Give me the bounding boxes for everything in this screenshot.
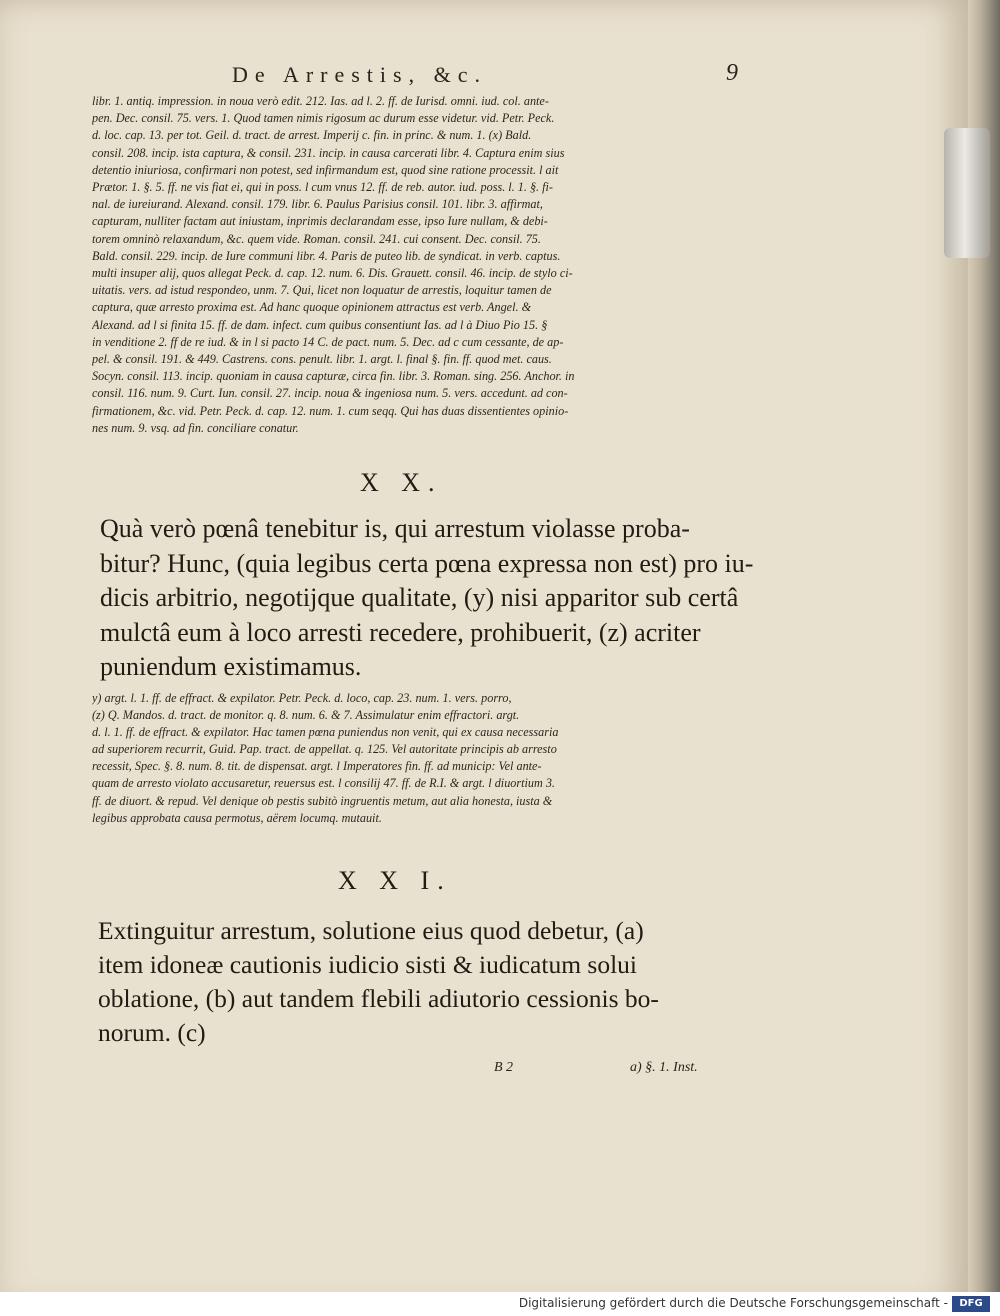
body-line: Extinguitur arrestum, solutione eius quod debetur, (a) <box>98 916 644 945</box>
footnote-line: Prætor. 1. §. 5. ff. ne vis fiat ei, qui in poss. l cum vnus 12. ff. de reb. autor. iud. poss. l. 1. §. fi- <box>92 180 553 195</box>
footnote-line: Bald. consil. 229. incip. de Iure communi libr. 4. Paris de puteo lib. de syndicat. in verb. captus. <box>92 248 561 263</box>
footnote-line: Alexand. ad l si finita 15. ff. de dam. infect. cum quibus consentiunt Ias. ad l à Diuo Pio 15. § <box>92 317 548 332</box>
footnote-line: ff. de diuort. & repud. Vel denique ob pestis subitò ingruentis metum, aut alia honesta, iusta & <box>92 793 553 808</box>
footnote-line: torem omninò relaxandum, &c. quem vide. Roman. consil. 241. cui consent. Dec. consil. 75. <box>92 231 541 246</box>
footnote-line: uitatis. vers. ad istud respondeo, unm. 7. Qui, licet non loquatur de arrestis, loquitur tamen de <box>92 283 552 298</box>
running-head: De Arrestis, &c. <box>232 62 487 87</box>
footnote-line: legibus approbata causa permotus, aërem locumq. mutauit. <box>92 810 382 825</box>
body-line: mulctâ eum à loco arresti recedere, prohibuerit, (z) acriter <box>100 617 701 647</box>
footnote-line: ad superiorem recurrit, Guid. Pap. tract. de appellat. q. 125. Vel autoritate principis ab arresto <box>92 742 557 757</box>
footnote-line: d. loc. cap. 13. per tot. Geil. d. tract. de arrest. Imperij c. fin. in princ. & num. 1. (x) Bald. <box>92 128 532 143</box>
footnotes-bottom <box>92 690 704 827</box>
section-text-xx <box>100 512 753 685</box>
footnote-line: pel. & consil. 191. & 449. Castrens. cons. penult. libr. 1. argt. l. final §. fin. ff. quod met. caus. <box>92 352 552 367</box>
page-number: 9 <box>726 60 738 86</box>
footnote-line: libr. 1. antiq. impression. in noua verò edit. 212. Ias. ad l. 2. ff. de Iurisd. omni. iud. col. ante- <box>92 94 549 108</box>
footnote-line: quam de arresto violato accusaretur, reuersus est. l consilij 47. ff. de R.I. & argt. l diuortium 3. <box>92 776 555 791</box>
body-line: oblatione, (b) aut tandem flebili adiutorio cessionis bo- <box>98 984 659 1013</box>
footnote-line: firmationem, &c. vid. Petr. Peck. d. cap. 12. num. 1. cum seqq. Qui has duas dissentientes opinio- <box>92 403 569 418</box>
footnote-line: capturam, nulliter factam aut iniustam, inprimis declarandam esse, ipso Iure nullam, & debi- <box>92 214 548 229</box>
body-line: puniendum existimamus. <box>100 652 362 681</box>
footnote-line: recessit, Spec. §. 8. num. 8. tit. de dispensat. argt. l Imperatores fin. ff. ad municip: Vel ante- <box>92 759 542 774</box>
footnote-line: nal. de iureiurand. Alexand. consil. 179. libr. 6. Paulus Parisius consil. 101. libr. 3. affirmat, <box>92 197 543 212</box>
footnote-line: y) argt. l. 1. ff. de effract. & expilator. Petr. Peck. d. loco, cap. 23. num. 1. vers. porro, <box>92 691 512 705</box>
body-line: item idoneæ cautionis iudicio sisti & iudicatum solui <box>98 950 637 979</box>
dfg-logo: DFG <box>952 1296 990 1312</box>
body-line: bitur? Hunc, (quia legibus certa pœna expressa non est) pro iu- <box>100 548 754 578</box>
binding-clip <box>944 128 990 258</box>
footnotes-top <box>92 93 704 437</box>
footnote-line: (z) Q. Mandos. d. tract. de monitor. q. 8. num. 6. & 7. Assimulatur enim effractori. argt. <box>92 708 520 723</box>
footnote-line: consil. 116. num. 9. Curt. Iun. consil. 27. incip. noua & ingeniosa num. 5. vers. accedunt. ad con- <box>92 386 568 401</box>
footnote-line: detentio iniuriosa, confirmari non potest, sed infirmandum est, quod sine ratione processit. l ait <box>92 162 559 177</box>
funding-credit: Digitalisierung gefördert durch die Deutsche Forschungsgemeinschaft - <box>518 1296 948 1310</box>
footnote-line: in venditione 2. ff de re iud. & in l si pacto 14 C. de pact. num. 5. Dec. ad c cum cessante, de ap- <box>92 334 564 349</box>
footnote-line: pen. Dec. consil. 75. vers. 1. Quod tamen nimis rigosum ac durum esse videtur. vid. Petr. Peck. <box>92 111 555 126</box>
footnote-line: multi insuper alij, quos allegat Peck. d. cap. 12. num. 6. Dis. Grauett. consil. 46. incip. de stylo ci- <box>92 266 573 281</box>
footnote-line: consil. 208. incip. ista captura, & consil. 231. incip. in causa carcerati libr. 4. Captura enim sius <box>92 145 565 160</box>
section-text-xxi <box>98 914 659 1050</box>
body-line: dicis arbitrio, negotijque qualitate, (y) nisi apparitor sub certâ <box>100 583 739 612</box>
footnote-line: captura, quæ arresto proxima est. Ad hanc quoque opinionem attractus est verb. Angel. & <box>92 300 532 315</box>
section-heading-xx: X X. <box>360 468 443 497</box>
body-line: Quà verò pœnâ tenebitur is, qui arrestum violasse proba- <box>100 514 690 543</box>
body-line: norum. (c) <box>98 1018 206 1047</box>
signature-mark: B 2 <box>494 1060 514 1075</box>
catchword: a) §. 1. Inst. <box>630 1060 698 1075</box>
footnote-line: d. l. 1. ff. de effract. & expilator. Hac tamen pœna puniendus non venit, qui ex causa necessaria <box>92 725 559 740</box>
footnote-line: nes num. 9. vsq. ad fin. conciliare conatur. <box>92 420 299 435</box>
section-heading-xxi: X X I. <box>338 866 452 895</box>
footnote-line: Socyn. consil. 113. incip. quoniam in causa capturæ, circa fin. libr. 3. Roman. sing. 256. Anchor. in <box>92 369 575 384</box>
